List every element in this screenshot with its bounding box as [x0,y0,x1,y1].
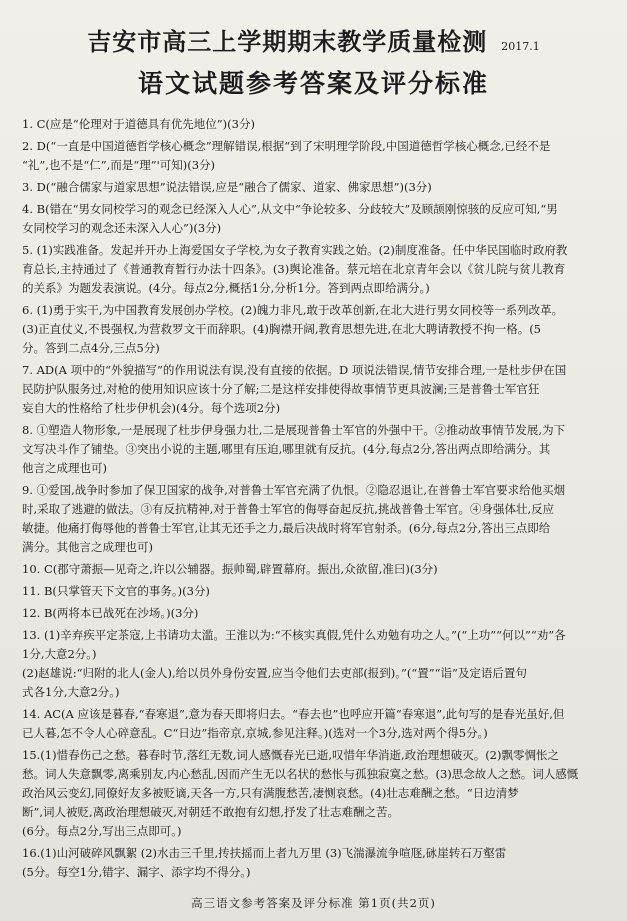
answer-item-2: 2. D(“一直是中国道德哲学核心概念”理解错误,根据“到了宋明理学阶段,中国道德哲学核心概念,已经不是 “礼”,也不是“仁”,而是“理”'可知)(3分) [22,139,551,172]
answer-item-11: 11. B(只掌管天下文官的事务。)(3分) [22,584,210,598]
answer-item-6: 6. (1)勇于实干,为中国教育发展创办学校。(2)魄力非凡,敢于改革创新,在北大进行男女同校等一系列改革。 (3)正直仗义,不畏强权,为营救罗文干而辞职。(4)胸襟开阔,教育思想先进,在北大聘请教授不拘一格。(5 分。答到二点4分,三点5分) [22,303,564,355]
answer-item-10: 10. C(郡守萧振—见奇之,许以公辅器。振帅蜀,辟置幕府。振出,众欲留,准曰)(3分) [22,562,438,576]
answer-item-3: 3. D(“融合儒家与道家思想”说法错误,应是“融合了儒家、道家、佛家思想”)(3分) [22,180,432,194]
answer-item-8: 8. ①塑造人物形象,一是展现了杜步伊身强力壮,二是展现普鲁士军官的外强中干。②推动故事情节发展,为下 文写决斗作了铺垫。③突出小说的主题,哪里有压迫,哪里就有反抗。(4分,每点2分,答出两点即给满分。其 他言之成理也可) [22,423,566,475]
title-text: 吉安市高三上学期期末教学质量检测 [87,27,488,56]
answer-item-14: 14. AC(A 应该是暮春,“春寒退”,意为春天即将归去。“春去也”也呼应开篇“春寒退”,此句写的是春光虽好,但 已人暮,怎不令人心碎意乱。C“日边”指帝京,京城,参见注释。)(选对一个3分,选对两个得5分。) [22,707,565,740]
answer-item-16: 16.(1)山河破碎风飘絮 (2)水击三千里,抟扶摇而上者九万里 (3)飞湍瀑流争喧豗,砯崖转石万壑雷 (5分。每空1分,错字、漏字、添字均不得分。) [22,846,507,879]
document-subtitle: 语文试题参考答案及评分标准 [137,69,489,98]
page-footer: 高三语文参考答案及评分标准 第1页(共2页) [191,896,436,910]
answer-item-4: 4. B(错在“男女同校学习的观念已经深入人心”,从文中“争论较多、分歧较大”及顾颉刚惊骇的反应可知,“男 女同校学习的观念还未深入人心”)(3分) [22,202,558,235]
answer-item-1: 1. C(应是“伦理对于道德具有优先地位”)(3分) [22,117,255,131]
answer-item-15: 15.(1)惜春伤己之愁。暮春时节,落红无数,词人感慨春光已逝,叹惜年华消逝,政治理想破灭。(2)飘零惆怅之 愁。词人失意飘零,离乘别友,内心愁乱,因而产生无以名状的愁怅与孤独寂寞之愁。(3)思念故人之愁。词人感慨 政治风云变幻,同僚好友多被贬谪,天各一方,只有满腹愁苦,凄恻哀愁。(4)壮志难酬之愁。“日边清梦 断”,词人被贬,离政治理想破灭,对朝廷不敢抱有幻想,抒发了壮志难酬之苦。 (6分。每点2分,写出三点即可。) [22,748,579,838]
answer-item-9: 9. ①爱国,战争时参加了保卫国家的战争,对普鲁士军官充满了仇恨。②隐忍退让,在普鲁士军官要求给他买烟 时,采取了逃避的做法。③有反抗精神,对于普鲁士军官的侮辱奋起反抗,挑战普鲁士军官。④身强体壮,反应 敏捷。他痛打侮辱他的普鲁士军官,让其无还手之力,最后决战时将军官射杀。(6分,每点2分,答出三点即给 满分。其他言之成理也可) [22,483,566,554]
answer-item-7: 7. AD(A 项中的“外貌描写”的作用说法有误,没有直接的依据。D 项说法错误,情节安排合理,一是杜步伊在国 民防护队服务过,对枪的使用知识应该十分了解;二是这样安排使得故事情节更具波澜;三是普鲁士军官狂 妄自大的性格给了杜步伊机会)(4分。每个选项2分) [22,363,567,415]
answer-item-12: 12. B(两将本已战死在沙场。)(3分) [22,606,199,620]
answer-item-5: 5. (1)实践准备。发起并开办上海爱国女子学校,为女子教育实践之始。(2)制度准备。任中华民国临时政府教 育总长,主持通过了《普通教育暂行办法十四条》。(3)舆论准备。蔡元培在北京青年会以《贫儿院与贫儿教育 的关系》为题发表演说。(4分。每点2分,概括1分,分析1分。答到两点即给满分。) [22,243,568,295]
answer-item-13: 13. (1)辛弃疾平定茶寇,上书请功太滥。王淮以为:“不核实真假,凭什么劝勉有功之人。”(“上功”“何以”“劝”各 1分,大意2分。) (2)赵雄说:“归附的北人(金人),给以员外身份安置,应当令他们去吏部(报到)。”(“置”“诣”及定语后置句 式各1分,大意2分。) [22,628,566,699]
exam-date: 2017.1 [501,40,540,53]
answer-list [22,115,605,882]
document-title [22,26,605,63]
